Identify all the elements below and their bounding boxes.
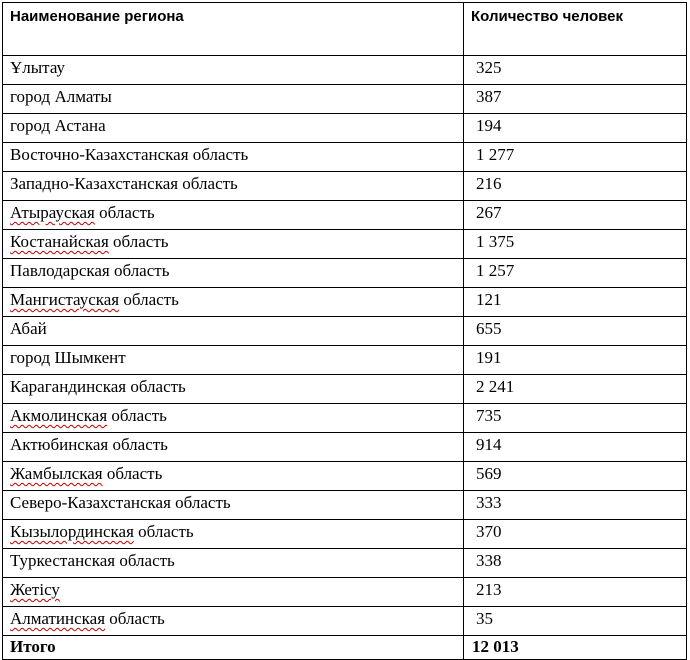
spellcheck-marked-word: Алматинская (10, 609, 106, 628)
table-row (3, 346, 687, 375)
table-row (3, 520, 687, 549)
region-name-text: Актюбинская область (10, 435, 168, 454)
region-name-text: Павлодарская область (10, 261, 170, 280)
spellcheck-marked-word: Костанайская (10, 232, 109, 251)
total-row (3, 636, 687, 660)
table-row (3, 578, 687, 607)
region-name-cell (3, 462, 464, 491)
region-name-text: область (108, 232, 169, 251)
table-row (3, 549, 687, 578)
count-column-header: Количество человек (464, 3, 687, 56)
table-row (3, 288, 687, 317)
regions-table (2, 2, 687, 660)
region-name-cell (3, 172, 464, 201)
table-row (3, 404, 687, 433)
region-name-text: Карагандинская область (10, 377, 186, 396)
spellcheck-marked-word: Акмолинская (10, 406, 108, 425)
table-header-row (3, 3, 687, 56)
people-count-cell: 325 (464, 56, 687, 85)
region-name-cell (3, 230, 464, 259)
region-name-text: область (133, 522, 194, 541)
people-count-cell: 735 (464, 404, 687, 433)
region-name-text: Западно-Казахстанская область (10, 174, 238, 193)
people-count-cell: 2 241 (464, 375, 687, 404)
region-name-cell (3, 404, 464, 433)
people-count-cell: 387 (464, 85, 687, 114)
region-name-cell (3, 549, 464, 578)
spellcheck-marked-word: Жамбылская (10, 464, 103, 483)
region-name-cell (3, 433, 464, 462)
people-count-cell: 914 (464, 433, 687, 462)
people-count-cell: 216 (464, 172, 687, 201)
table-row (3, 85, 687, 114)
region-name-text: Восточно-Казахстанская область (10, 145, 249, 164)
people-count-cell: 1 277 (464, 143, 687, 172)
spellcheck-marked-word: Кызылординская (10, 522, 134, 541)
region-name-cell (3, 201, 464, 230)
people-count-cell: 370 (464, 520, 687, 549)
table-row (3, 462, 687, 491)
region-name-cell (3, 346, 464, 375)
spellcheck-marked-word: Атырауская (10, 203, 95, 222)
region-name-cell (3, 85, 464, 114)
region-name-cell (3, 288, 464, 317)
region-name-text: город Шымкент (10, 348, 126, 367)
table-row (3, 375, 687, 404)
region-name-cell (3, 520, 464, 549)
region-name-cell (3, 578, 464, 607)
table-row (3, 607, 687, 636)
total-label: Итого (3, 636, 464, 660)
region-name-text: область (105, 609, 165, 628)
people-count-cell: 1 257 (464, 259, 687, 288)
people-count-cell: 213 (464, 578, 687, 607)
region-name-text: Туркестанская область (10, 551, 175, 570)
region-name-text: Ұлытау (10, 58, 66, 77)
region-name-text: область (107, 406, 167, 425)
people-count-cell: 191 (464, 346, 687, 375)
region-name-cell (3, 259, 464, 288)
region-column-header: Наименование региона (3, 3, 464, 56)
table-row (3, 317, 687, 346)
region-name-cell (3, 56, 464, 85)
people-count-cell: 1 375 (464, 230, 687, 259)
table-row (3, 56, 687, 85)
region-name-cell (3, 375, 464, 404)
table-row (3, 259, 687, 288)
table-row (3, 230, 687, 259)
region-name-text: город Астана (10, 116, 106, 135)
region-name-text: область (119, 290, 179, 309)
region-name-text: область (94, 203, 155, 222)
total-value: 12 013 (464, 636, 687, 660)
region-name-text: область (102, 464, 163, 483)
region-name-cell (3, 114, 464, 143)
table-body (3, 56, 687, 636)
region-name-text: Абай (10, 319, 47, 338)
people-count-cell: 655 (464, 317, 687, 346)
spellcheck-marked-word: Мангистауская (10, 290, 120, 309)
people-count-cell: 569 (464, 462, 687, 491)
region-name-cell (3, 317, 464, 346)
region-name-cell (3, 491, 464, 520)
people-count-cell: 267 (464, 201, 687, 230)
people-count-cell: 338 (464, 549, 687, 578)
table-row (3, 433, 687, 462)
people-count-cell: 194 (464, 114, 687, 143)
table-row (3, 114, 687, 143)
table-row (3, 143, 687, 172)
people-count-cell: 35 (464, 607, 687, 636)
table-row (3, 201, 687, 230)
spellcheck-marked-word: Жетісу (10, 580, 60, 599)
region-name-cell (3, 143, 464, 172)
region-name-text: Северо-Казахстанская область (10, 493, 231, 512)
region-name-cell (3, 607, 464, 636)
table-row (3, 491, 687, 520)
people-count-cell: 333 (464, 491, 687, 520)
table-row (3, 172, 687, 201)
people-count-cell: 121 (464, 288, 687, 317)
region-name-text: город Алматы (10, 87, 112, 106)
